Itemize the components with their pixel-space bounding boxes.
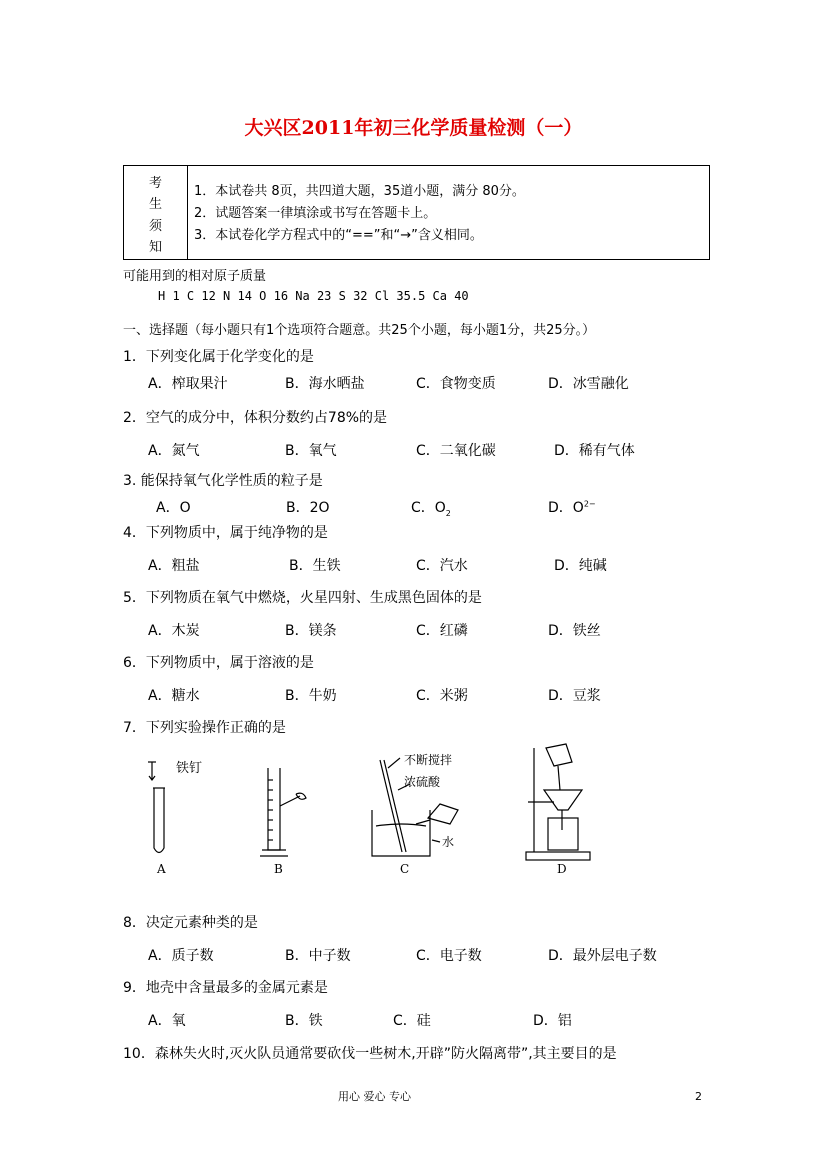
question-stem: 9．地壳中含量最多的金属元素是 — [123, 980, 328, 996]
notice-item: 2．试题答案一律填涂或书写在答题卡上。 — [194, 206, 437, 221]
option: D．稀有气体 — [554, 443, 635, 459]
question-stem: 7．下列实验操作正确的是 — [123, 720, 286, 736]
question-stem: 5．下列物质在氧气中燃烧，火星四射、生成黑色固体的是 — [123, 590, 482, 606]
option: B．生铁 — [289, 558, 341, 574]
option: D．最外层电子数 — [548, 948, 657, 964]
option: C．米粥 — [416, 688, 468, 704]
question-stem: 3. 能保持氧气化学性质的粒子是 — [123, 473, 323, 489]
question-stem: 10．森林失火时,灭火队员通常要砍伐一些树木,开辟”防火隔离带”,其主要目的是 — [123, 1046, 617, 1062]
option: D．铁丝 — [548, 623, 601, 639]
notice-label-char: 考 — [148, 176, 162, 191]
option: D．纯碱 — [554, 558, 607, 574]
experiment-figure — [140, 740, 620, 865]
option: B．镁条 — [285, 623, 337, 639]
notice-items — [194, 181, 525, 247]
superscript: 2− — [583, 499, 596, 509]
footer-motto: 用心 爱心 专心 — [338, 1090, 411, 1103]
option: C．汽水 — [416, 558, 468, 574]
notice-box — [123, 165, 710, 260]
option: C．二氧化碳 — [416, 443, 496, 459]
notice-item: 3．本试卷化学方程式中的“==”和“→”含义相同。 — [194, 228, 483, 243]
option: B．氧气 — [285, 443, 337, 459]
option: C．硅 — [393, 1013, 431, 1029]
filtration-stand-icon — [526, 744, 590, 860]
option: A．粗盐 — [148, 558, 200, 574]
atomic-mass-values: H 1 C 12 N 14 O 16 Na 23 S 32 Cl 35.5 Ca 40 — [158, 289, 469, 303]
option: B．铁 — [285, 1013, 323, 1029]
figure-label: B — [274, 862, 283, 876]
figure-annotation: 浓硫酸 — [404, 775, 441, 789]
question-stem: 6．下列物质中，属于溶液的是 — [123, 655, 314, 671]
option: C．红磷 — [416, 623, 468, 639]
question-stem: 4．下列物质中，属于纯净物的是 — [123, 525, 328, 541]
option: A．氮气 — [148, 443, 200, 459]
option: A．氧 — [148, 1013, 186, 1029]
option: D．豆浆 — [548, 688, 601, 704]
question-stem: 2．空气的成分中，体积分数约占78%的是 — [123, 410, 388, 426]
question-stem: 8．决定元素种类的是 — [123, 915, 258, 931]
notice-label-char: 生 — [148, 197, 162, 212]
notice-label — [124, 166, 188, 259]
subscript: 2 — [445, 508, 451, 518]
option: B．牛奶 — [285, 688, 337, 704]
figure-label: D — [557, 862, 567, 876]
page-title: 大兴区2011年初三化学质量检测（一） — [244, 117, 583, 139]
option: A．质子数 — [148, 948, 214, 964]
atomic-mass-heading: 可能用到的相对原子质量 — [123, 269, 267, 284]
figure-annotation: 水 — [442, 835, 455, 849]
figure-annotation: 铁钉 — [176, 761, 203, 776]
option: D．$O^{2-}$ — [548, 499, 596, 516]
section-heading: 一、选择题（每小题只有1个选项符合题意。共25个小题，每小题1分，共25分。） — [123, 323, 596, 338]
option: C．电子数 — [416, 948, 482, 964]
option: D．冰雪融化 — [548, 376, 629, 392]
option: D．铝 — [533, 1013, 572, 1029]
option: A．木炭 — [148, 623, 200, 639]
question-stem: 1．下列变化属于化学变化的是 — [123, 349, 314, 365]
option: A．糖水 — [148, 688, 200, 704]
option: C．$O_2$ — [411, 500, 451, 518]
option: B．海水晒盐 — [285, 376, 365, 392]
test-tube-with-nail-icon — [148, 762, 165, 853]
option: A．O — [156, 500, 191, 516]
option: B．中子数 — [285, 948, 351, 964]
figure-annotation: 不断搅拌 — [404, 753, 453, 767]
notice-item: 1．本试卷共 8页，共四道大题，35道小题，满分 80分。 — [194, 184, 525, 199]
figure-label: A — [157, 862, 166, 876]
option: B．2O — [286, 500, 330, 516]
option: A．榨取果汁 — [148, 376, 228, 392]
notice-label-char: 须 — [148, 219, 162, 234]
option: C．食物变质 — [416, 376, 496, 392]
figure-label: C — [400, 862, 410, 876]
measuring-cylinder-icon — [260, 768, 306, 856]
notice-label-char: 知 — [148, 240, 162, 255]
page-number: 2 — [695, 1090, 702, 1103]
